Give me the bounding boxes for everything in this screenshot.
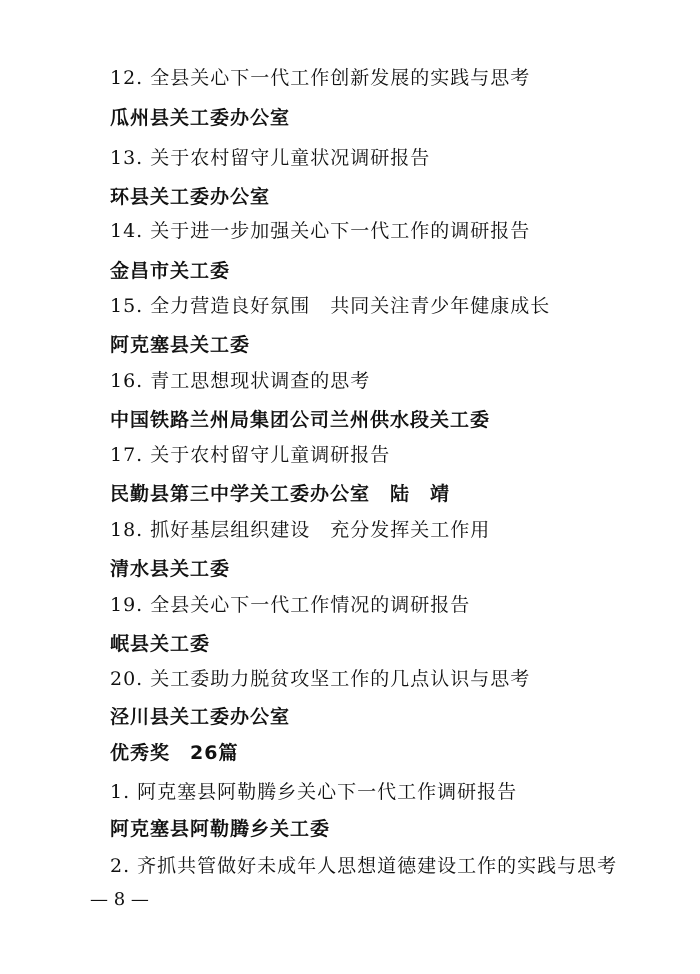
entry-org-13: 环县关工委办公室 (110, 186, 271, 208)
entry-title-12: 12. 全县关心下一代工作创新发展的实践与思考 (110, 67, 531, 89)
entry-org-1: 阿克塞县阿勒腾乡关工委 (110, 818, 331, 840)
entry-org-14: 金昌市关工委 (110, 260, 231, 282)
entry-title-16: 16. 青工思想现状调查的思考 (110, 370, 371, 392)
section-heading-excellence-award: 优秀奖 26篇 (110, 742, 239, 764)
entry-title-14: 14. 关于进一步加强关心下一代工作的调研报告 (110, 220, 531, 242)
entry-title-20: 20. 关工委助力脱贫攻坚工作的几点认识与思考 (110, 668, 531, 690)
entry-org-19: 岷县关工委 (110, 633, 211, 655)
entry-title-17: 17. 关于农村留守儿童调研报告 (110, 444, 391, 466)
entry-title-13: 13. 关于农村留守儿童状况调研报告 (110, 147, 431, 169)
entry-title-15: 15. 全力营造良好氛围 共同关注青少年健康成长 (110, 295, 551, 317)
entry-org-15: 阿克塞县关工委 (110, 334, 251, 356)
entry-org-17: 民勤县第三中学关工委办公室 陆 靖 (110, 483, 451, 505)
entry-title-18: 18. 抓好基层组织建设 充分发挥关工作用 (110, 519, 491, 541)
entry-org-20: 泾川县关工委办公室 (110, 706, 291, 728)
entry-title-19: 19. 全县关心下一代工作情况的调研报告 (110, 594, 471, 616)
entry-org-12: 瓜州县关工委办公室 (110, 107, 291, 129)
entry-title-1: 1. 阿克塞县阿勒腾乡关心下一代工作调研报告 (110, 781, 518, 803)
page-number: — 8 — (90, 889, 149, 910)
entry-title-2: 2. 齐抓共管做好未成年人思想道德建设工作的实践与思考 (110, 855, 618, 877)
entry-org-16: 中国铁路兰州局集团公司兰州供水段关工委 (110, 409, 491, 431)
entry-org-18: 清水县关工委 (110, 558, 231, 580)
